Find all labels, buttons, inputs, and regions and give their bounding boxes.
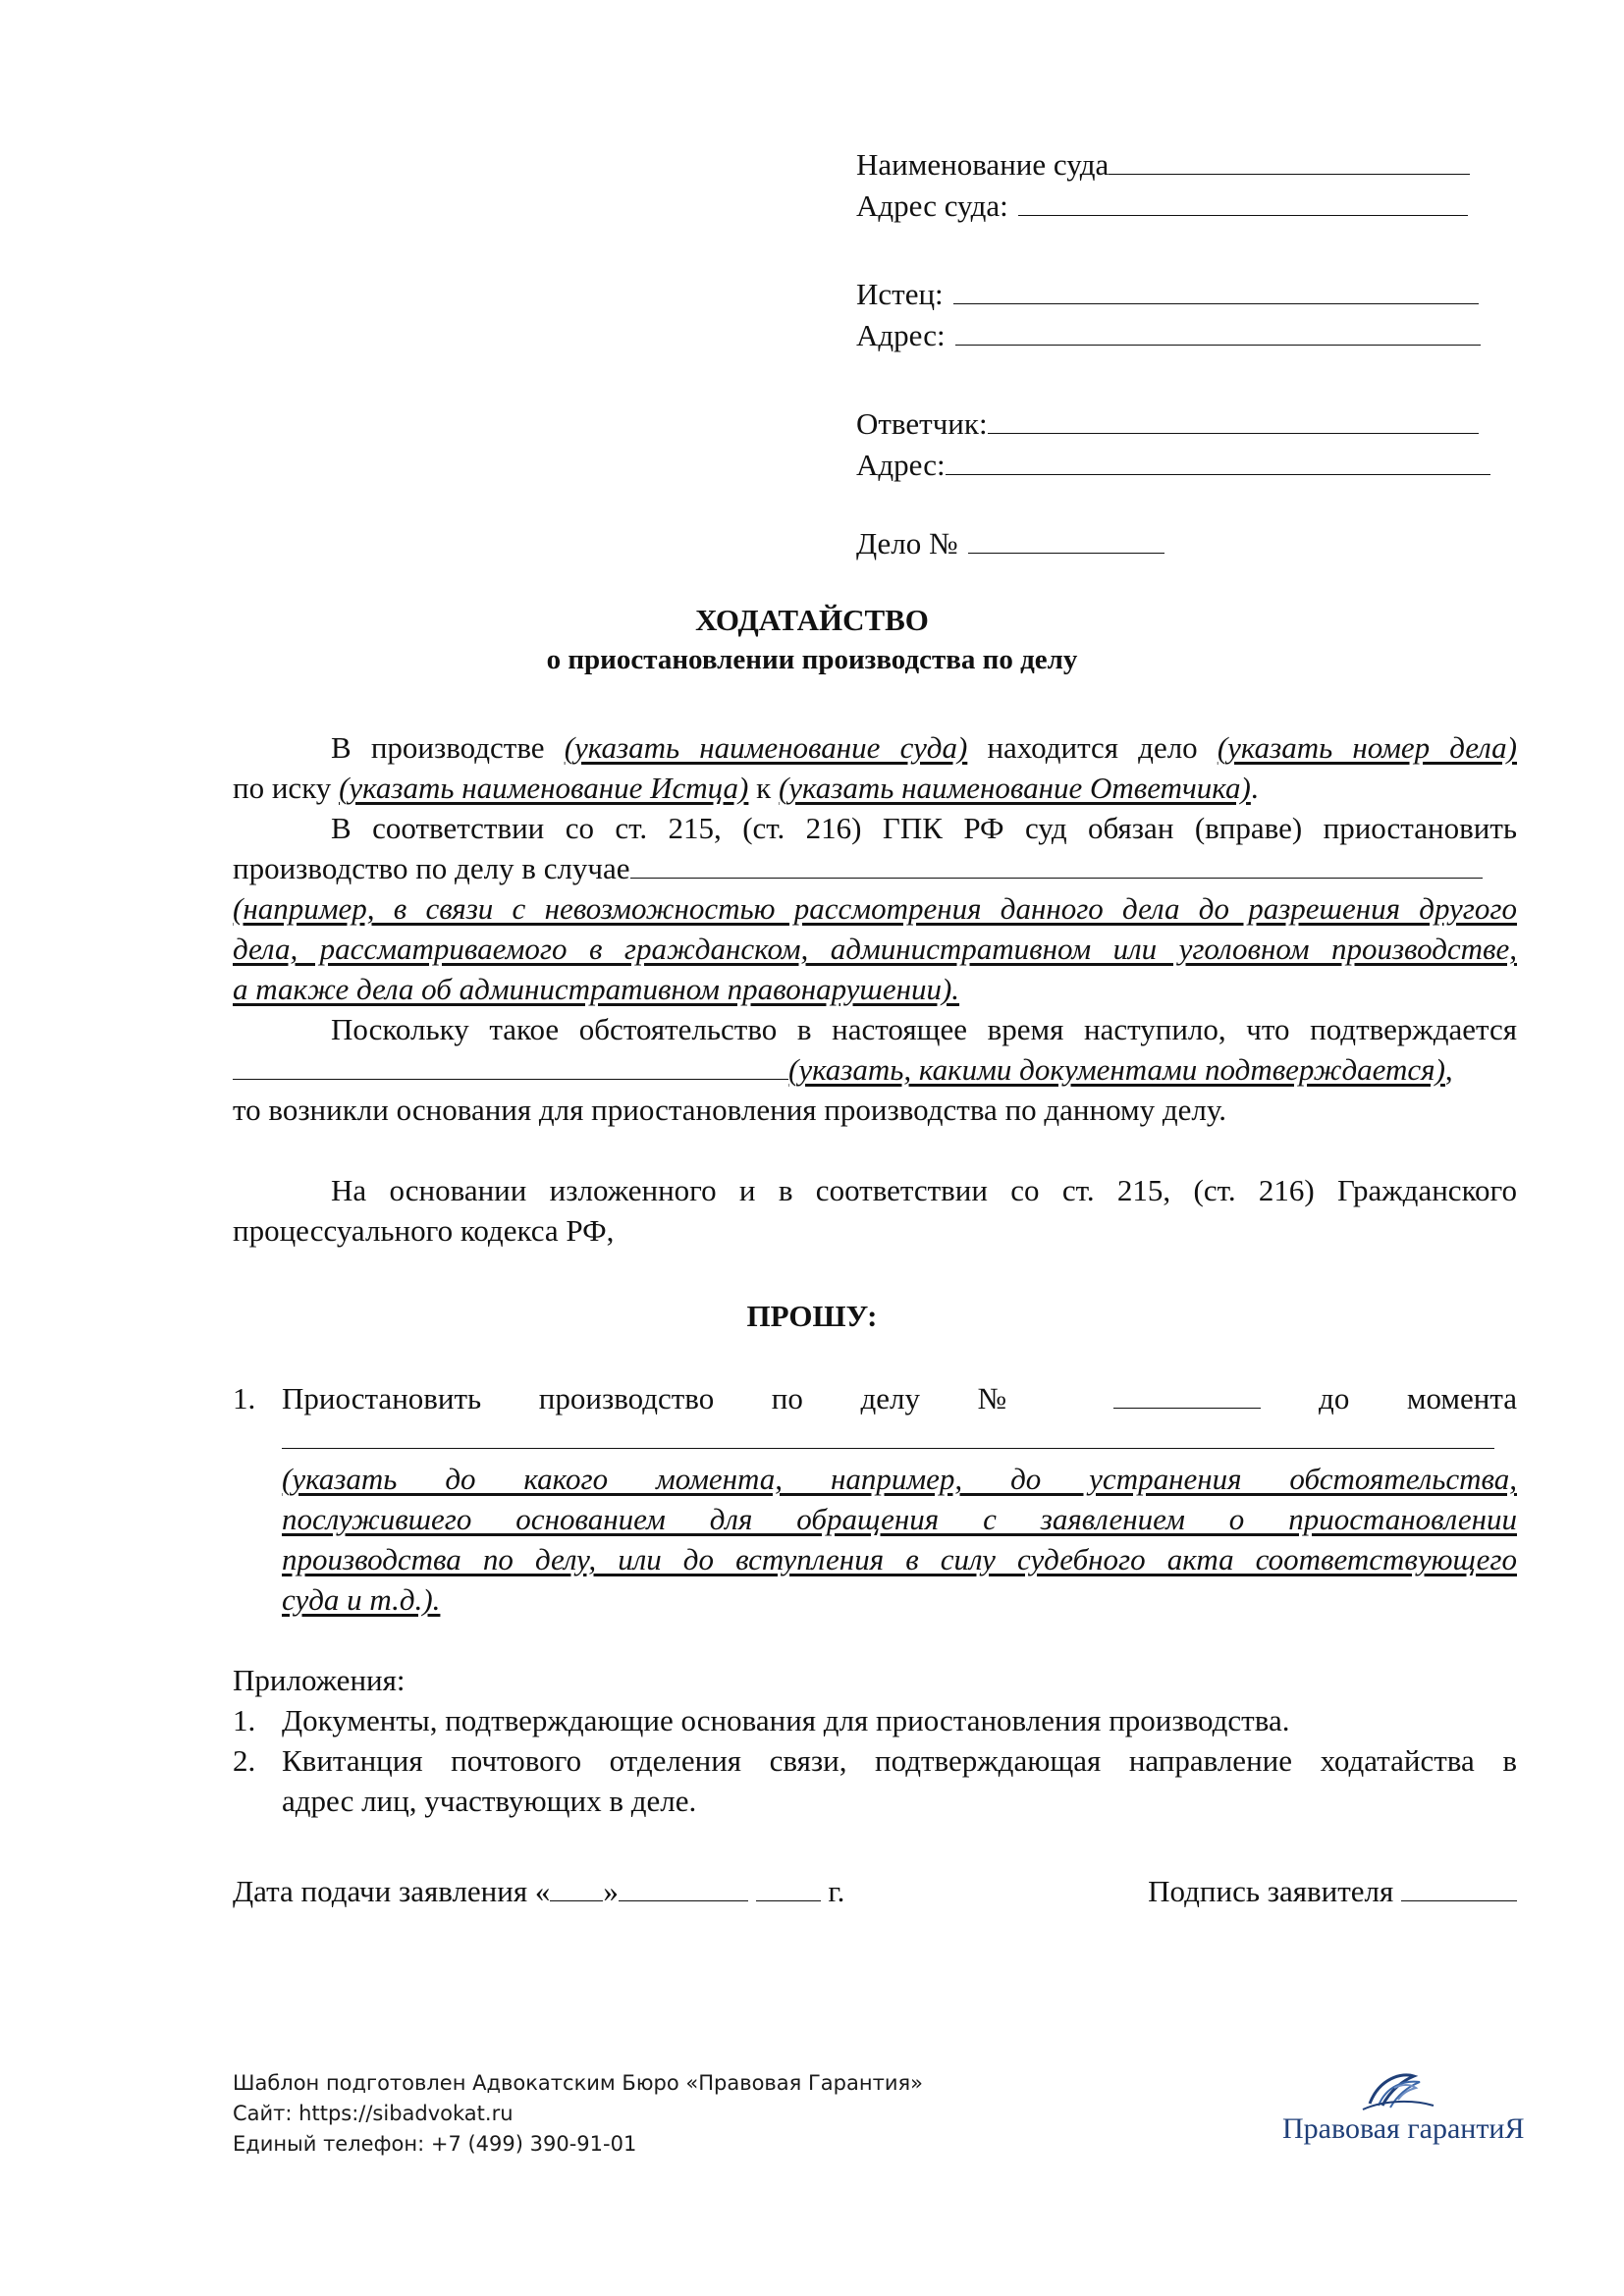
body-paragraph-1-line-2: по иску (указать наименование Истца) к (указать наименование Ответчика). — [233, 771, 1259, 805]
plaintiff-address-line — [856, 318, 1481, 353]
body-paragraph-2-example-3: а также дела об административном правонарушении). — [233, 972, 960, 1006]
footer-line-1: Шаблон подготовлен Адвокатским Бюро «Правовая Гарантия» — [233, 2071, 923, 2095]
date-month-field[interactable] — [619, 1875, 748, 1901]
footer-info — [233, 2068, 923, 2160]
request-item-number: 1. — [233, 1381, 256, 1415]
attachments-heading: Приложения: — [233, 1663, 406, 1697]
body-paragraph-2-example-2: дела, рассматриваемого в гражданском, административном или уголовном производстве, — [233, 932, 1517, 966]
logo-text: Правовая гарантиЯ — [1282, 2112, 1525, 2145]
body-paragraph-2-line-1: В соответствии со ст. 215, (ст. 216) ГПК РФ суд обязан (вправе) приостановить — [331, 811, 1517, 845]
plaintiff-field[interactable] — [953, 278, 1479, 304]
case-number-line — [856, 526, 1164, 561]
body-paragraph-4-line-2: процессуального кодекса РФ, — [233, 1213, 615, 1248]
case-number-field[interactable] — [968, 527, 1164, 554]
body-paragraph-3-line-3: то возникли основания для приостановления производства по данному делу. — [233, 1093, 1227, 1127]
body-paragraph-2-example-1: (например, в связи с невозможностью рассмотрения данного дела до разрешения другого — [233, 891, 1517, 926]
court-name-field[interactable] — [1109, 148, 1470, 175]
defendant-address-label: Адрес: — [856, 448, 946, 482]
defendant-label: Ответчик: — [856, 406, 988, 441]
case-condition-field[interactable] — [630, 852, 1483, 879]
signature-field[interactable] — [1401, 1875, 1517, 1901]
attachment-2-number: 2. — [233, 1743, 256, 1778]
request-item-line-1: Приостановить производство по делу № до момента — [282, 1381, 1518, 1415]
attachment-1: Документы, подтверждающие основания для приостановления производства. — [282, 1703, 1290, 1737]
request-moment-field[interactable] — [282, 1422, 1494, 1449]
defendant-line — [856, 406, 1479, 442]
case-number-label: Дело № — [856, 526, 958, 561]
plaintiff-address-label: Адрес: — [856, 318, 946, 352]
document-title: ХОДАТАЙСТВО — [695, 603, 929, 637]
documents-field[interactable] — [233, 1053, 788, 1080]
document-subtitle: о приостановлении производства по делу — [546, 644, 1078, 675]
defendant-field[interactable] — [988, 407, 1479, 434]
attachment-1-number: 1. — [233, 1703, 256, 1737]
date-year-field[interactable] — [756, 1875, 821, 1901]
plaintiff-line — [856, 277, 1479, 312]
request-item-example-2: послужившего основанием для обращения с заявлением о приостановлении — [282, 1502, 1517, 1536]
body-paragraph-2-line-2: производство по делу в случае — [233, 849, 1517, 888]
court-name-line — [856, 147, 1470, 183]
request-item-example-3: производства по делу, или до вступления в силу судебного акта соответствующего — [282, 1542, 1517, 1576]
request-item-example-1: (указать до какого момента, например, до устранения обстоятельства, — [282, 1462, 1517, 1496]
body-paragraph-1-line-1: В производстве (указать наименование суда) находится дело (указать номер дела) — [331, 730, 1518, 765]
request-heading: ПРОШУ: — [746, 1299, 878, 1333]
court-name-label: Наименование суда — [856, 147, 1110, 182]
attachment-2-line-2: адрес лиц, участвующих в деле. — [282, 1784, 697, 1818]
body-paragraph-3-line-1: Поскольку такое обстоятельство в настоящее время наступило, что подтверждается — [331, 1012, 1517, 1046]
attachment-2-line-1: Квитанция почтового отделения связи, подтверждающая направление ходатайства в — [282, 1743, 1517, 1778]
request-case-number-field[interactable] — [1113, 1382, 1261, 1409]
date-day-field[interactable] — [550, 1875, 603, 1901]
body-paragraph-4-line-1: На основании изложенного и в соответствии со ст. 215, (ст. 216) Гражданского — [331, 1173, 1517, 1207]
defendant-address-field[interactable] — [946, 449, 1490, 475]
court-address-label: Адрес суда: — [856, 188, 1008, 223]
plaintiff-label: Истец: — [856, 277, 944, 311]
submission-date: Дата подачи заявления « » г. — [233, 1874, 845, 1908]
request-item-line-2 — [282, 1419, 1517, 1459]
defendant-address-line — [856, 448, 1490, 483]
court-address-line — [856, 188, 1468, 224]
court-address-field[interactable] — [1018, 189, 1468, 216]
body-paragraph-3-line-2: (указать, какими документами подтверждается), — [233, 1050, 1517, 1090]
applicant-signature: Подпись заявителя — [1148, 1872, 1517, 1911]
request-item-example-4: суда и т.д.). — [282, 1582, 441, 1617]
footer-line-2: Сайт: https://sibadvokat.ru — [233, 2102, 514, 2125]
footer-line-3: Единый телефон: +7 (499) 390-91-01 — [233, 2132, 637, 2156]
plaintiff-address-field[interactable] — [955, 319, 1481, 346]
